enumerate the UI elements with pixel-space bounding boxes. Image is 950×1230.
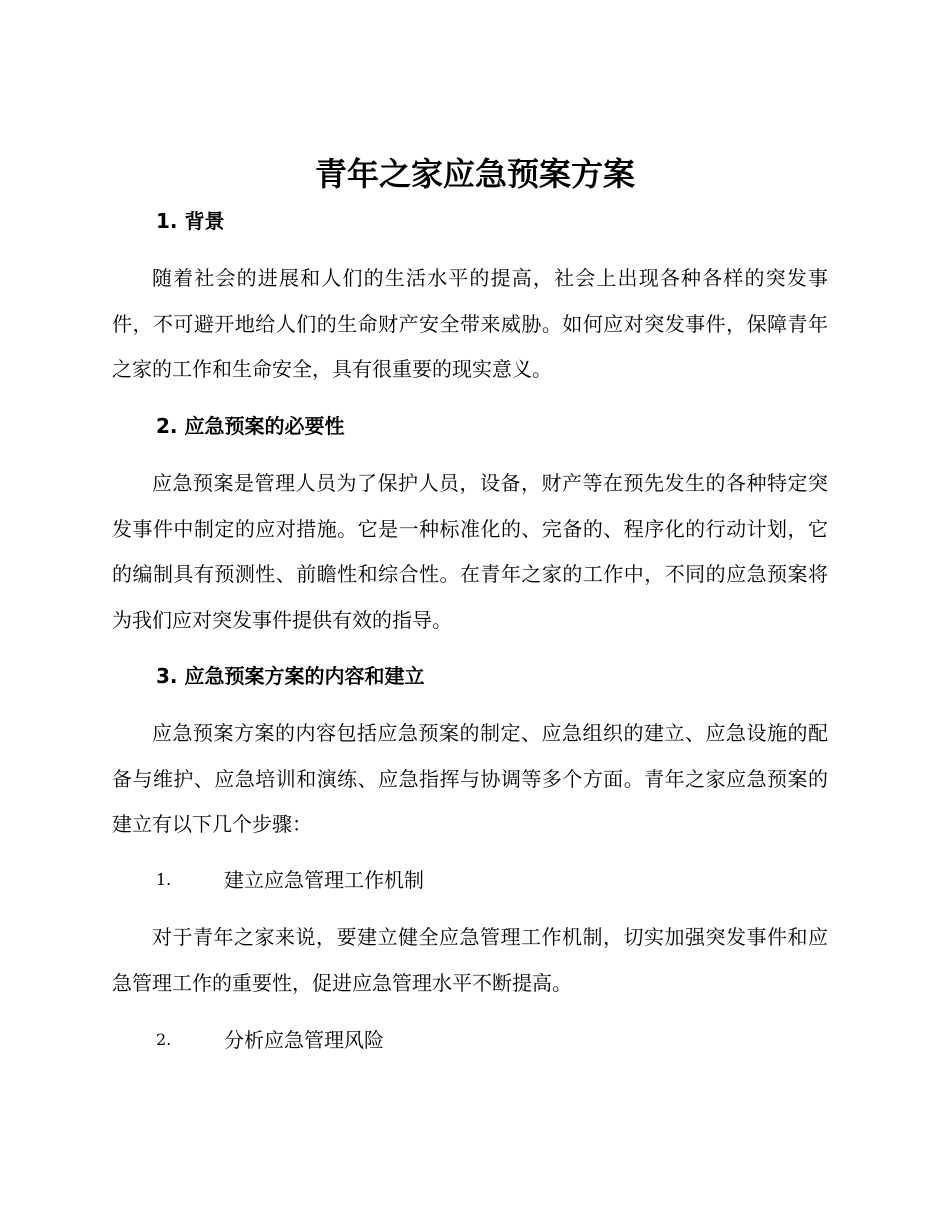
step-number: 1. (156, 870, 172, 889)
section-paragraph-background: 随着社会的进展和人们的生活水平的提高，社会上出现各种各样的突发事件，不可避开地给人们的生命财产安全带来威胁。如何应对突发事件，保障青年之家的工作和生命安全，具有很重要的现实意义。 (112, 266, 828, 381)
section-heading-necessity: 2. 应急预案的必要性 (156, 414, 345, 438)
step-number: 2. (156, 1030, 172, 1049)
step-paragraph-1: 对于青年之家来说，要建立健全应急管理工作机制，切实加强突发事件和应急管理工作的重要性，促进应急管理水平不断提高。 (112, 925, 828, 995)
section-heading-background: 1. 背景 (156, 209, 225, 233)
document-title: 青年之家应急预案方案 (314, 155, 635, 193)
step-item-1 (156, 865, 424, 895)
step-title: 建立应急管理工作机制 (224, 868, 424, 892)
section-heading-content: 3. 应急预案方案的内容和建立 (156, 664, 425, 688)
step-title: 分析应急管理风险 (224, 1028, 384, 1052)
section-paragraph-necessity: 应急预案是管理人员为了保护人员，设备，财产等在预先发生的各种特定突发事件中制定的应对措施。它是一种标准化的、完备的、程序化的行动计划，它的编制具有预测性、前瞻性和综合性。在青年之家的工作中，不同的应急预案将为我们应对突发事件提供有效的指导。 (112, 471, 828, 632)
section-paragraph-content: 应急预案方案的内容包括应急预案的制定、应急组织的建立、应急设施的配备与维护、应急培训和演练、应急指挥与协调等多个方面。青年之家应急预案的建立有以下几个步骤： (112, 721, 828, 836)
step-item-2 (156, 1025, 384, 1055)
